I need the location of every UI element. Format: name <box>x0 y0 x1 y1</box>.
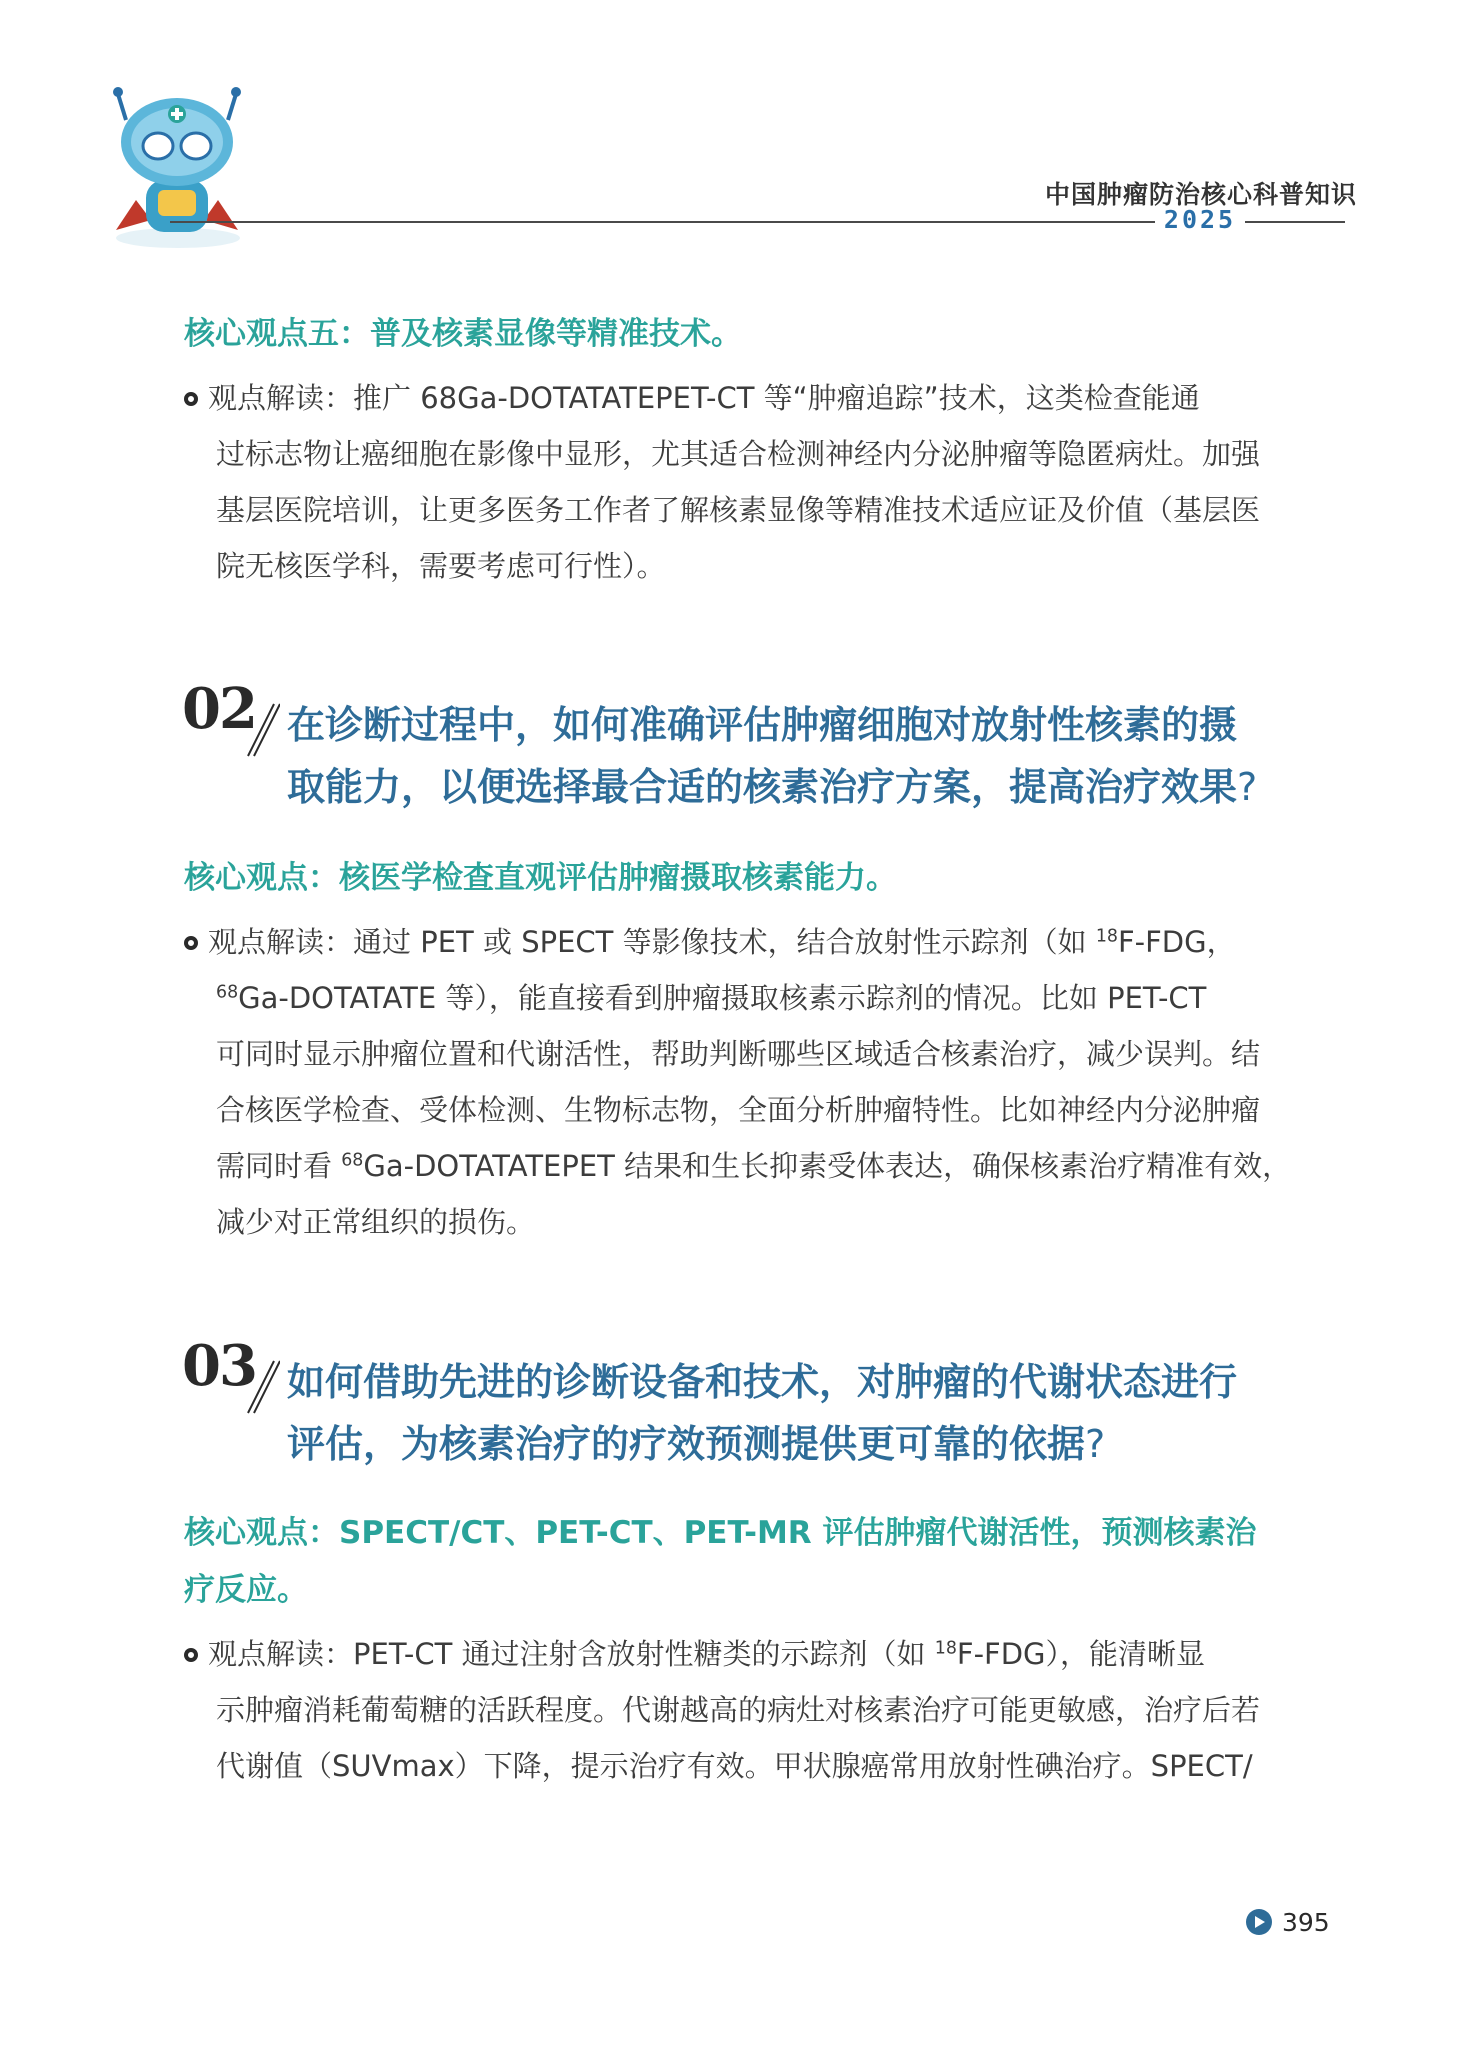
bullet-icon <box>184 936 198 950</box>
page-number: 395 <box>1282 1908 1330 1937</box>
explanation-paragraph: 观点解读：通过 PET 或 SPECT 等影像技术，结合放射性示踪剂（如 $^{18}$F-FDG， $^{68}$Ga-DOTATATE 等），能直接看到肿瘤摄取核素示踪剂的情况。比如 PET-CT 可同时显示肿瘤位置和代谢活性，帮助判断哪些区域适合核素治疗，减少误判。结 合核医学检查、受体检测、生物标志物，全面分析肿瘤特性。比如神经内分泌肿瘤 需同时看 $^{68}$Ga-DOTATATEPET 结果和生长抑素受体表达，确保核素治疗精准有效， 减少对正常组织的损伤。 <box>184 914 1324 1250</box>
question-number: 03 <box>182 1333 256 1399</box>
key-point: 核心观点：核医学检查直观评估肿瘤摄取核素能力。 <box>184 860 897 896</box>
question-title: 在诊断过程中，如何准确评估肿瘤细胞对放射性核素的摄 取能力，以便选择最合适的核素治疗方案，提高治疗效果? <box>287 703 1258 809</box>
key-point-five: 核心观点五：普及核素显像等精准技术。 <box>184 316 742 352</box>
slash-decoration-icon <box>240 700 280 760</box>
question-title: 如何借助先进的诊断设备和技术，对肿瘤的代谢状态进行 评估，为核素治疗的疗效预测提供更可靠的依据? <box>287 1360 1238 1466</box>
explanation-paragraph: 观点解读：推广 68Ga-DOTATATEPET-CT 等“肿瘤追踪”技术，这类检查能通 过标志物让癌细胞在影像中显形，尤其适合检测神经内分泌肿瘤等隐匿病灶。加强 基层医院培训，让更多医务工作者了解核素显像等精准技术适应证及价值（基层医 院无核医学科，需要考虑可行性）。 <box>184 370 1324 594</box>
play-arrow-icon <box>1245 1908 1273 1936</box>
header-title: 中国肿瘤防治核心科普知识 <box>1044 180 1357 209</box>
header-year: 2025 <box>1163 205 1237 234</box>
explain-label: 观点解读： <box>208 381 354 415</box>
header-divider-right <box>1245 221 1345 223</box>
bullet-icon <box>184 1648 198 1662</box>
header-divider <box>170 221 1155 223</box>
key-point: 核心观点：SPECT/CT、PET-CT、PET-MR 评估肿瘤代谢活性，预测核素治 疗反应。 <box>184 1515 1257 1608</box>
bullet-icon <box>184 392 198 406</box>
mascot-robot-icon <box>96 80 256 250</box>
explanation-paragraph: 观点解读：PET-CT 通过注射含放射性糖类的示踪剂（如 $^{18}$F-FDG），能清晰显 示肿瘤消耗葡萄糖的活跃程度。代谢越高的病灶对核素治疗可能更敏感，治疗后若 代谢值（SUVmax）下降，提示治疗有效。甲状腺癌常用放射性碘治疗。SPECT/ <box>184 1626 1324 1794</box>
slash-decoration-icon <box>240 1357 280 1417</box>
question-number: 02 <box>182 676 256 742</box>
